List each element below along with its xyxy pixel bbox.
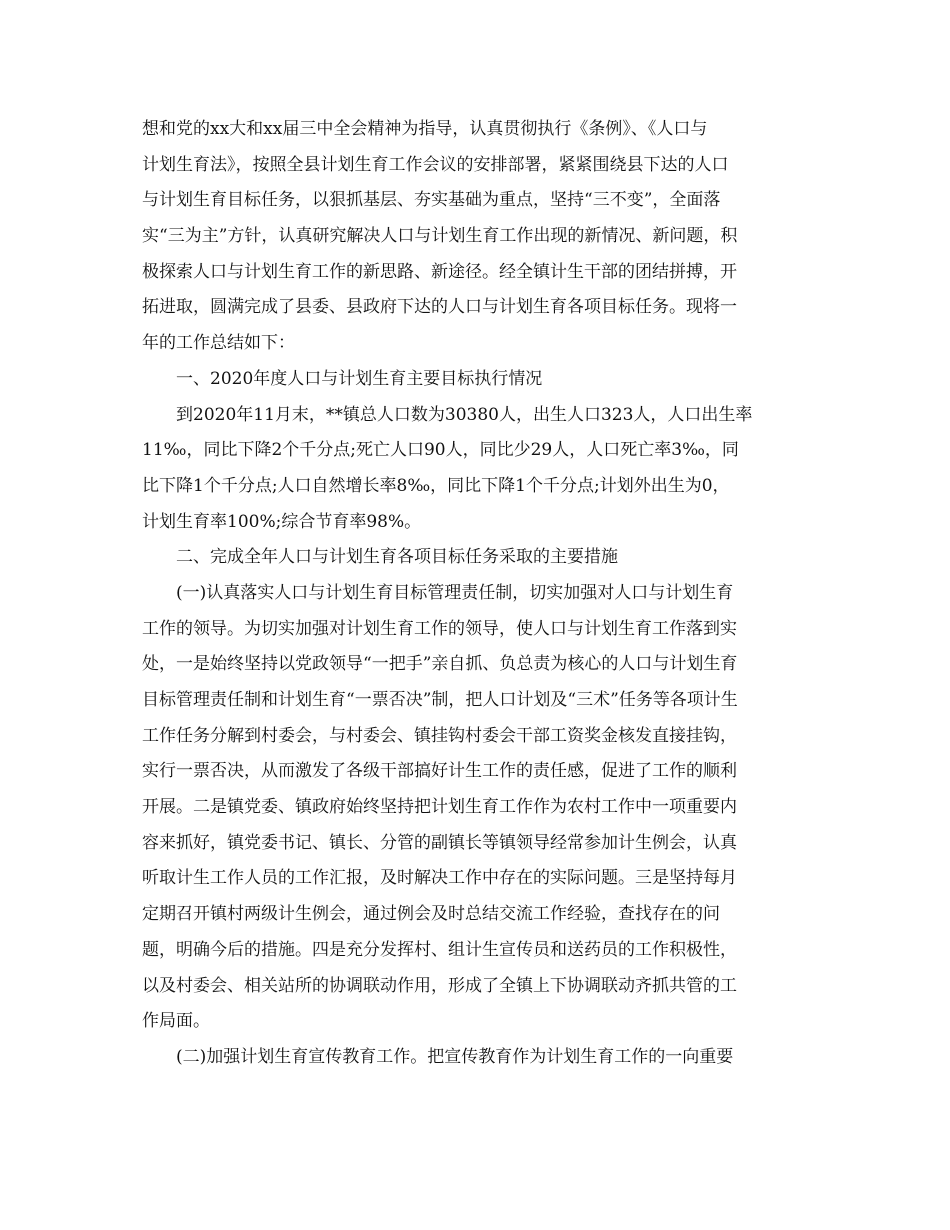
text-line: 11‰，同比下降2个千分点;死亡人口90人，同比少29人，人口死亡率3‰，同 [142,440,739,461]
text-line: 工作的领导。为切实加强对计划生育工作的领导，使人口与计划生育工作落到实 [142,618,737,639]
text-line: 容来抓好，镇党委书记、镇长、分管的副镇长等镇领导经常参加计生例会，认真 [142,832,737,853]
text-line: 实行一票否决，从而激发了各级干部搞好计生工作的责任感，促进了工作的顺利 [142,761,737,782]
text-line: (二)加强计划生育宣传教育工作。把宣传教育作为计划生育工作的一向重要 [176,1046,734,1067]
text-line: 实“三为主”方针，认真研究解决人口与计划生育工作出现的新情况、新问题，积 [142,226,738,247]
text-line: 到2020年11月末，**镇总人口数为30380人，出生人口323人，人口出生率 [176,404,753,425]
text-line: 处，一是始终坚持以党政领导“一把手”亲自抓、负总责为核心的人口与计划生育 [142,654,738,675]
text-line: 目标管理责任制和计划生育“一票否决”制，把人口计划及“三术”任务等各项计生 [142,690,738,710]
text-line: 计划生育率100%;综合节育率98%。 [142,511,422,532]
text-line: 年的工作总结如下： [142,333,295,354]
text-line: (一)认真落实人口与计划生育目标管理责任制，切实加强对人口与计划生育 [176,582,734,603]
text-line: 二、完成全年人口与计划生育各项目标任务采取的主要措施 [176,547,618,568]
text-line: 想和党的xx大和xx届三中全会精神为指导，认真贯彻执行《条例》、《人口与 [142,119,708,139]
text-line: 工作任务分解到村委会，与村委会、镇挂钩村委会干部工资奖金核发直接挂钩， [142,725,737,746]
text-line: 开展。二是镇党委、镇政府始终坚持把计划生育工作作为农村工作中一项重要内 [142,797,737,818]
text-line: 定期召开镇村两级计生例会，通过例会及时总结交流工作经验，查找存在的问 [142,904,720,925]
text-line: 拓进取，圆满完成了县委、县政府下达的人口与计划生育各项目标任务。现将一 [142,297,737,318]
text-line: 极探索人口与计划生育工作的新思路、新途径。经全镇计生干部的团结拼搏，开 [142,261,737,282]
text-line: 题，明确今后的措施。四是充分发挥村、组计生宣传员和送药员的工作积极性， [142,939,737,960]
text-line: 一、2020年度人口与计划生育主要目标执行情况 [176,368,543,389]
text-line: 听取计生工作人员的工作汇报，及时解决工作中存在的实际问题。三是坚持每月 [142,868,737,889]
text-line: 作局面。 [142,1011,210,1032]
text-line: 以及村委会、相关站所的协调联动作用，形成了全镇上下协调联动齐抓共管的工 [142,975,737,996]
text-line: 与计划生育目标任务，以狠抓基层、夯实基础为重点，坚持“三不变”，全面落 [142,190,721,211]
text-line: 计划生育法》，按照全县计划生育工作会议的安排部署，紧紧围绕县下达的人口 [142,154,729,175]
text-line: 比下降1个千分点;人口自然增长率8‰，同比下降1个千分点;计划外出生为0， [142,475,730,496]
document-body [142,112,808,1076]
